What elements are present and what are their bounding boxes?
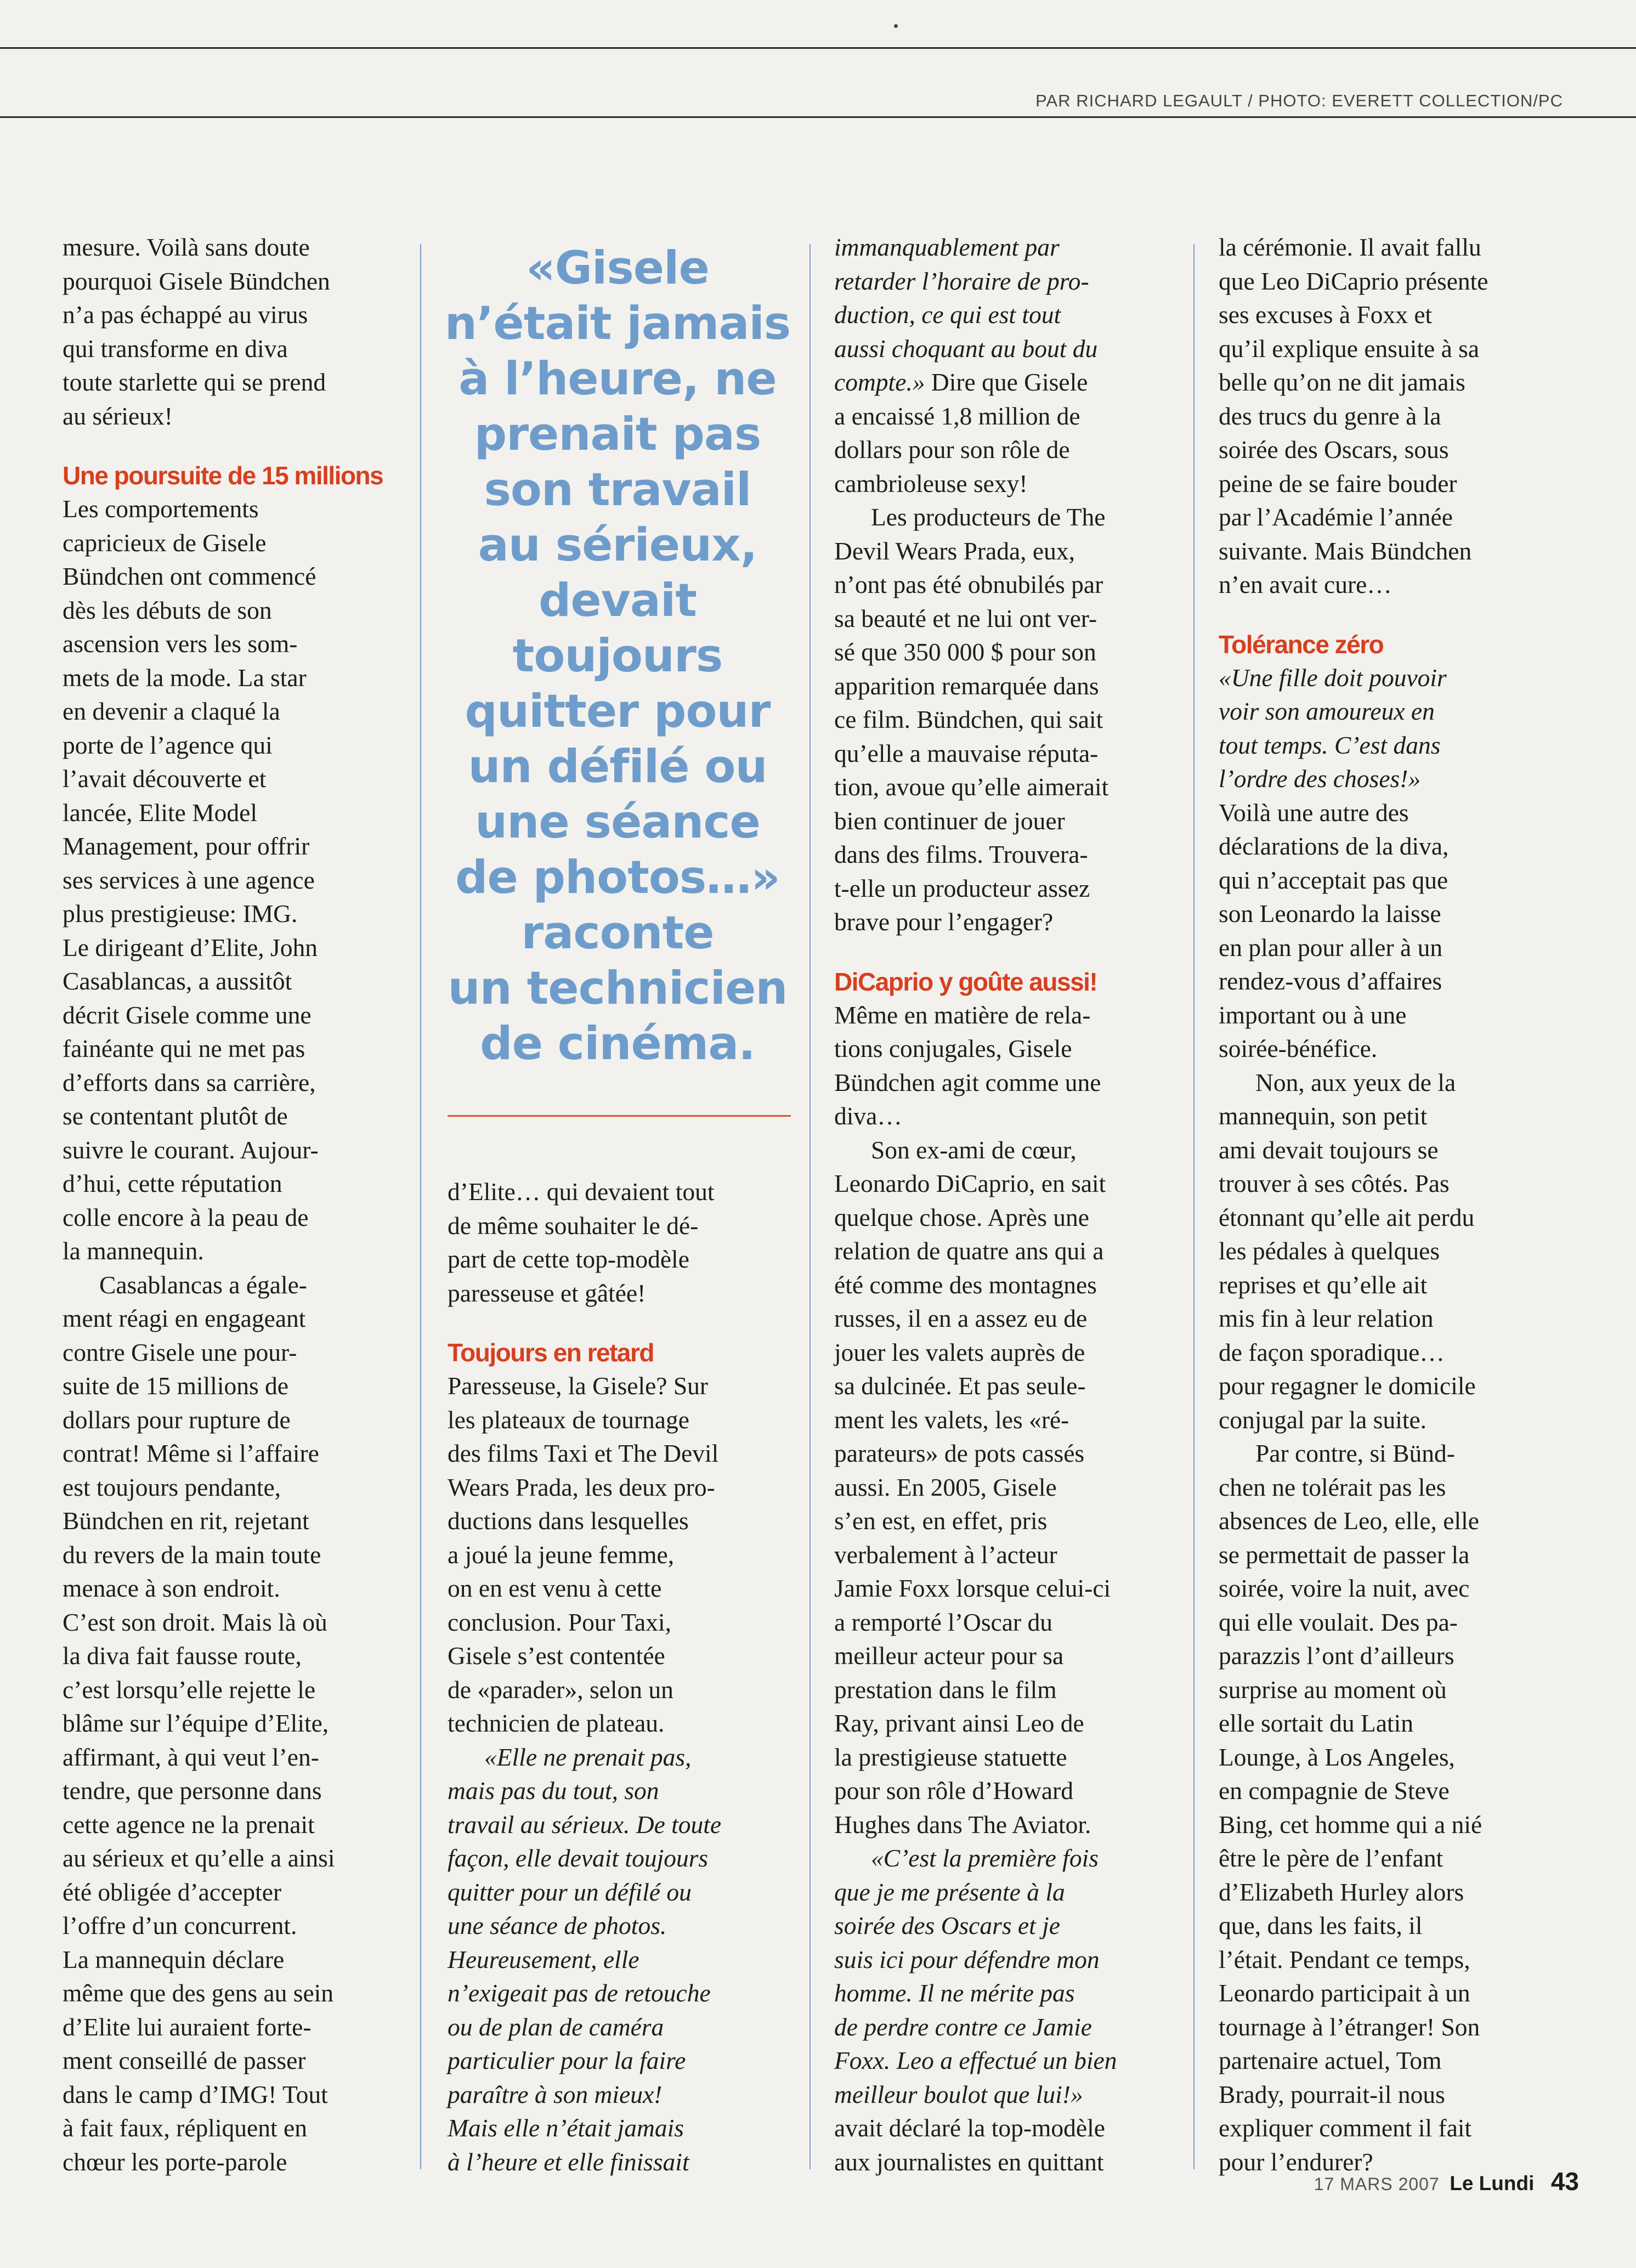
paragraph: Voilà une autre des déclarations de la diva, qui n’acceptait pas que son Leonardo la laisse en plan pour aller à un rendez-vous d’affaires important ou à une soirée-bénéfice. (1219, 798, 1449, 1062)
print-speck (894, 24, 898, 28)
paragraph: Casablancas a égale- ment réagi en engageant contre Gisele une pour- suite de 15 millions de dollars pour rupture de contrat! Même si l’affaire est toujours pendante, Bündchen en rit, rejetant du revers de la main toute menace à son endroit. C’est son droit. Mais là où la diva fait fausse route, c’est lorsqu’elle rejette le blâme sur l’équipe d’Elite, affirmant, à qui veut l’en- tendre, que personne dans cette agence ne la prenait au sérieux et qu’elle a ainsi été obligée d’accepter l’offre d’un concurrent. La mannequin déclare même que des gens au sein d’Elite lui auraient forte- ment conseillé de passer dans le camp d’IMG! Tout à fait faux, répliquent en chœur les porte-parole (63, 1270, 335, 2176)
paragraph: Les comportements capricieux de Gisele Bündchen ont commencé dès les débuts de son ascension vers les som- mets de la mode. La star en devenir a claqué la porte de l’agence qui l’avait découverte et lancée, Elite Model Management, pour offrir ses services à une agence plus prestigieuse: IMG. Le dirigeant d’Elite, John Casablancas, a aussitôt décrit Gisele comme une fainéante qui ne met pas d’efforts dans sa carrière, se contentant plutôt de suivre le courant. Aujour- d’hui, cette réputation colle encore à la peau de la mannequin. (63, 495, 319, 1265)
paragraph: Même en matière de rela- tions conjugales, Gisele Bündchen agit comme une diva… (834, 1000, 1101, 1130)
paragraph: immanquablement par retarder l’horaire de pro- duction, ce qui est tout aussi choquant au bout du compte.» Dire que Gisele a encaissé 1,8 million de dollars pour son rôle de cambrioleuse sexy! (834, 233, 1098, 497)
section-heading: DiCaprio y goûte aussi! (834, 967, 1097, 996)
article-column-4 (1219, 230, 1488, 2179)
pull-quote: «Gisele n’était jamais à l’heure, ne prenait pas son travail au sérieux, devait toujours quitter pour un défilé ou une séance de photos…» raconte un technicien de cinéma. (444, 241, 791, 1070)
section-heading: Tolérance zéro (1219, 630, 1384, 659)
issue-date: 17 MARS 2007 (1314, 2174, 1440, 2194)
top-rule (0, 47, 1636, 49)
paragraph: Par contre, si Bünd- chen ne tolérait pas les absences de Leo, elle, elle se permettait de passer la soirée, voire la nuit, avec qui elle voulait. Des pa- parazzis l’ont d’ailleurs surprise au moment où elle sortait du Latin Lounge, à Los Angeles, en compagnie de Steve Bing, cet homme qui a nié être le père de l’enfant d’Elizabeth Hurley alors que, dans les faits, il l’était. Pendant ce temps, Leonardo participait à un tournage à l’étranger! Son partenaire actuel, Tom Brady, pourrait-il nous expliquer comment il fait pour l’endurer? (1219, 1439, 1482, 2176)
page-number: 43 (1550, 2167, 1579, 2196)
header-rule (0, 116, 1636, 118)
paragraph: d’Elite… qui devaient tout de même souhaiter le dé- part de cette top-modèle paresseuse et gâtée! (448, 1178, 715, 1307)
pull-quote-rule (448, 1115, 791, 1117)
quoted-paragraph: «Elle ne prenait pas, mais pas du tout, son travail au sérieux. De toute façon, elle devait toujours quitter pour un défilé ou une séance de photos. Heureusement, elle n’exigeait pas de retouche ou de plan de caméra particulier pour la faire paraître à son mieux! Mais elle n’était jamais à l’heure et elle finissait (448, 1743, 722, 2176)
quoted-paragraph: «Une fille doit pouvoir voir son amoureux en tout temps. C’est dans l’ordre des choses!» (1219, 663, 1447, 793)
paragraph: Les producteurs de The Devil Wears Prada, eux, n’ont pas été obnubilés par sa beauté et ne lui ont ver- sé que 350 000 $ pour son apparition remarquée dans ce film. Bündchen, qui sait qu’elle a mauvaise réputa- tion, avoue qu’elle aimerait bien continuer de jouer dans des films. Trouvera- t-elle un producteur assez brave pour l’engager? (834, 503, 1109, 936)
column-divider (1193, 244, 1195, 2169)
paragraph: Non, aux yeux de la mannequin, son petit ami devait toujours se trouver à ses côtés. Pas étonnant qu’elle ait perdu les pédales à quelques reprises et qu’elle ait mis fin à leur relation de façon sporadique… pour regagner le domicile conjugal par la suite. (1219, 1068, 1476, 1434)
photo-credit: PAR RICHARD LEGAULT / PHOTO: EVERETT COLLECTION/PC (1035, 91, 1563, 110)
article-column-3 (834, 230, 1117, 2179)
magazine-name: Le Lundi (1450, 2172, 1535, 2195)
column-divider (809, 244, 811, 2169)
article-column-1 (63, 230, 383, 2179)
article-column-2 (448, 1175, 721, 2179)
page-footer (1314, 2167, 1579, 2196)
paragraph: mesure. Voilà sans doute pourquoi Gisele Bündchen n’a pas échappé au virus qui transforme en diva toute starlette qui se prend au sérieux! (63, 233, 330, 430)
paragraph: Paresseuse, la Gisele? Sur les plateaux de tournage des films Taxi et The Devil Wears Prada, les deux pro- ductions dans lesquelles a joué la jeune femme, on en est venu à cette conclusion. Pour Taxi, Gisele s’est contentée de «parader», selon un technicien de plateau. (448, 1372, 719, 1737)
column-divider (420, 244, 421, 2169)
paragraph: Son ex-ami de cœur, Leonardo DiCaprio, en sait quelque chose. Après une relation de quatre ans qui a été comme des montagnes russes, il en a assez eu de jouer les valets auprès de sa dulcinée. Et pas seule- ment les valets, les «ré- parateurs» de pots cassés aussi. En 2005, Gisele s’en est, en effet, pris verbalement à l’acteur Jamie Foxx lorsque celui-ci a remporté l’Oscar du meilleur acteur pour sa prestation dans le film Ray, privant ainsi Leo de la prestigieuse statuette pour son rôle d’Howard Hughes dans The Aviator. (834, 1135, 1111, 1839)
paragraph: la cérémonie. Il avait fallu que Leo DiCaprio présente ses excuses à Foxx et qu’il explique ensuite à sa belle qu’on ne dit jamais des trucs du genre à la soirée des Oscars, sous peine de se faire bouder par l’Académie l’année suivante. Mais Bündchen n’en avait cure… (1219, 233, 1488, 598)
quoted-paragraph: «C’est la première fois que je me présente à la soirée des Oscars et je suis ici pour défendre mon homme. Il ne mérite pas de perdre contre ce Jamie Foxx. Leo a effectué un bien meilleur boulot que lui!» avait déclaré la top-modèle aux journalistes en quittant (834, 1844, 1117, 2176)
section-heading: Une poursuite de 15 millions (63, 461, 383, 490)
section-heading: Toujours en retard (448, 1338, 654, 1367)
